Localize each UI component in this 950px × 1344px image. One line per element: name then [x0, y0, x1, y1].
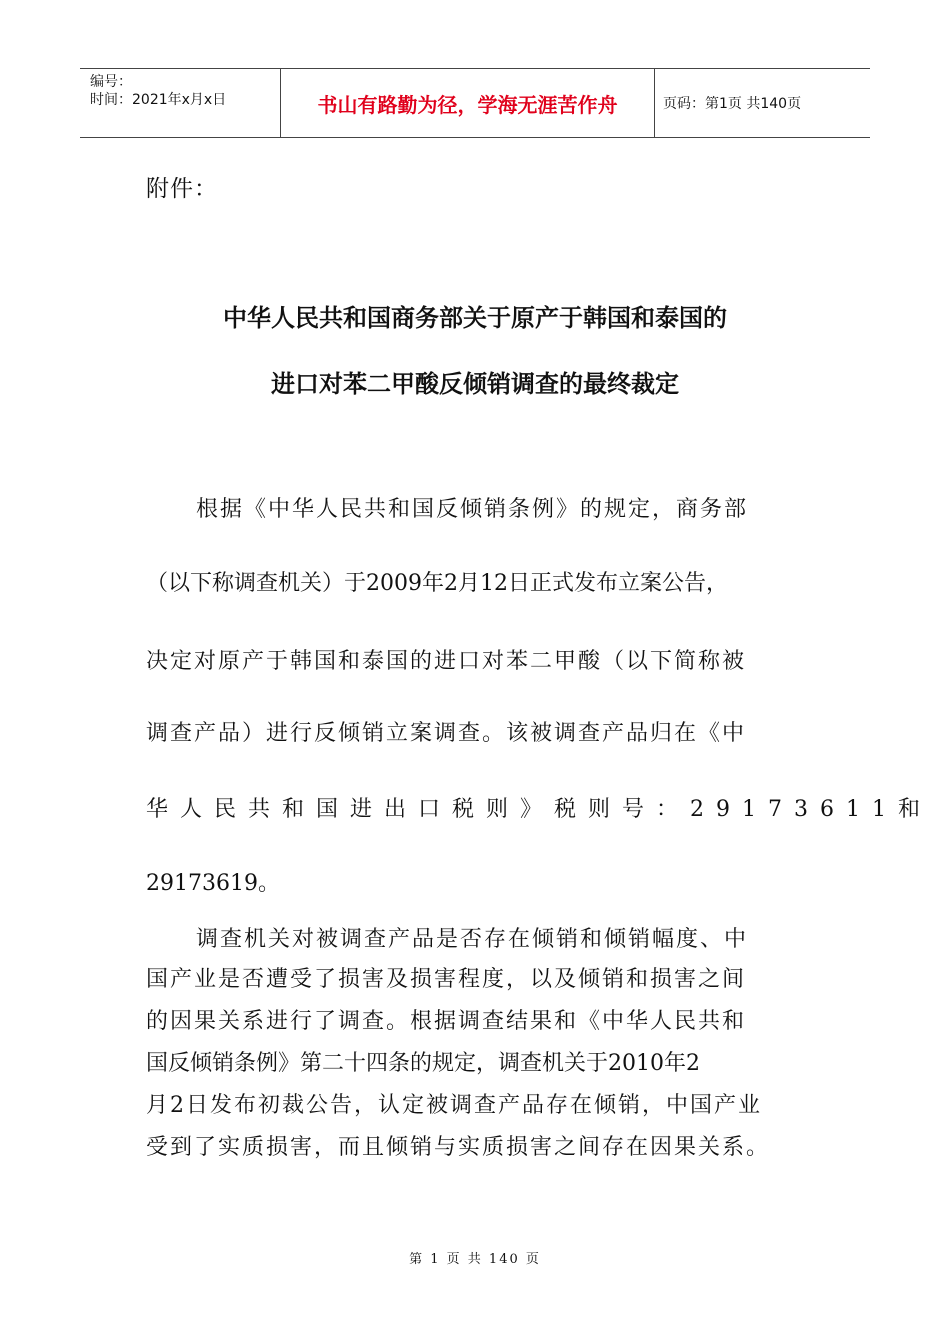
paragraph-2-line-6: 受到了实质损害，而且倾销与实质损害之间存在因果关系。 — [146, 1135, 771, 1160]
attachment-label: 附件： — [146, 176, 218, 202]
paragraph-1-line-5: 华人民共和国进出口税则》税则号：29173611和 — [146, 797, 932, 822]
paragraph-1-line-4: 调查产品）进行反倾销立案调查。该被调查产品归在《中 — [146, 721, 747, 746]
number-label: 编号： — [90, 74, 132, 90]
header-table — [80, 68, 870, 138]
paragraph-2-line-5: 月2日发布初裁公告，认定被调查产品存在倾销，中国产业 — [146, 1093, 762, 1118]
page-footer: 第 1 页 共 140 页 — [409, 1252, 541, 1267]
paragraph-2-line-1: 调查机关对被调查产品是否存在倾销和倾销幅度、中 — [196, 927, 749, 952]
document-title-line-2: 进口对苯二甲酸反倾销调查的最终裁定 — [271, 370, 679, 398]
paragraph-1-line-6: 29173619。 — [146, 871, 280, 896]
paragraph-2-line-3: 的因果关系进行了调查。根据调查结果和《中华人民共和 — [146, 1009, 747, 1034]
motto-cell — [281, 69, 655, 137]
paragraph-1-line-2: （以下称调查机关）于2009年2月12日正式发布立案公告， — [146, 571, 728, 596]
time-label: 时间：2021年x月x日 — [90, 92, 227, 108]
page-info-cell — [655, 69, 870, 137]
paragraph-1-line-3: 决定对原产于韩国和泰国的进口对苯二甲酸（以下简称被 — [146, 649, 747, 674]
motto-text: 书山有路勤为径，学海无涯苦作舟 — [317, 92, 618, 117]
paragraph-2-line-4: 国反倾销条例》第二十四条的规定，调查机关于2010年2 — [146, 1051, 700, 1076]
page-info-text: 页码：第1页 共140页 — [663, 96, 802, 112]
paragraph-2-line-2: 国产业是否遭受了损害及损害程度，以及倾销和损害之间 — [146, 967, 747, 992]
document-title-line-1: 中华人民共和国商务部关于原产于韩国和泰国的 — [223, 304, 727, 332]
header-meta-cell — [80, 69, 281, 137]
paragraph-1-line-1: 根据《中华人民共和国反倾销条例》的规定，商务部 — [196, 497, 749, 522]
